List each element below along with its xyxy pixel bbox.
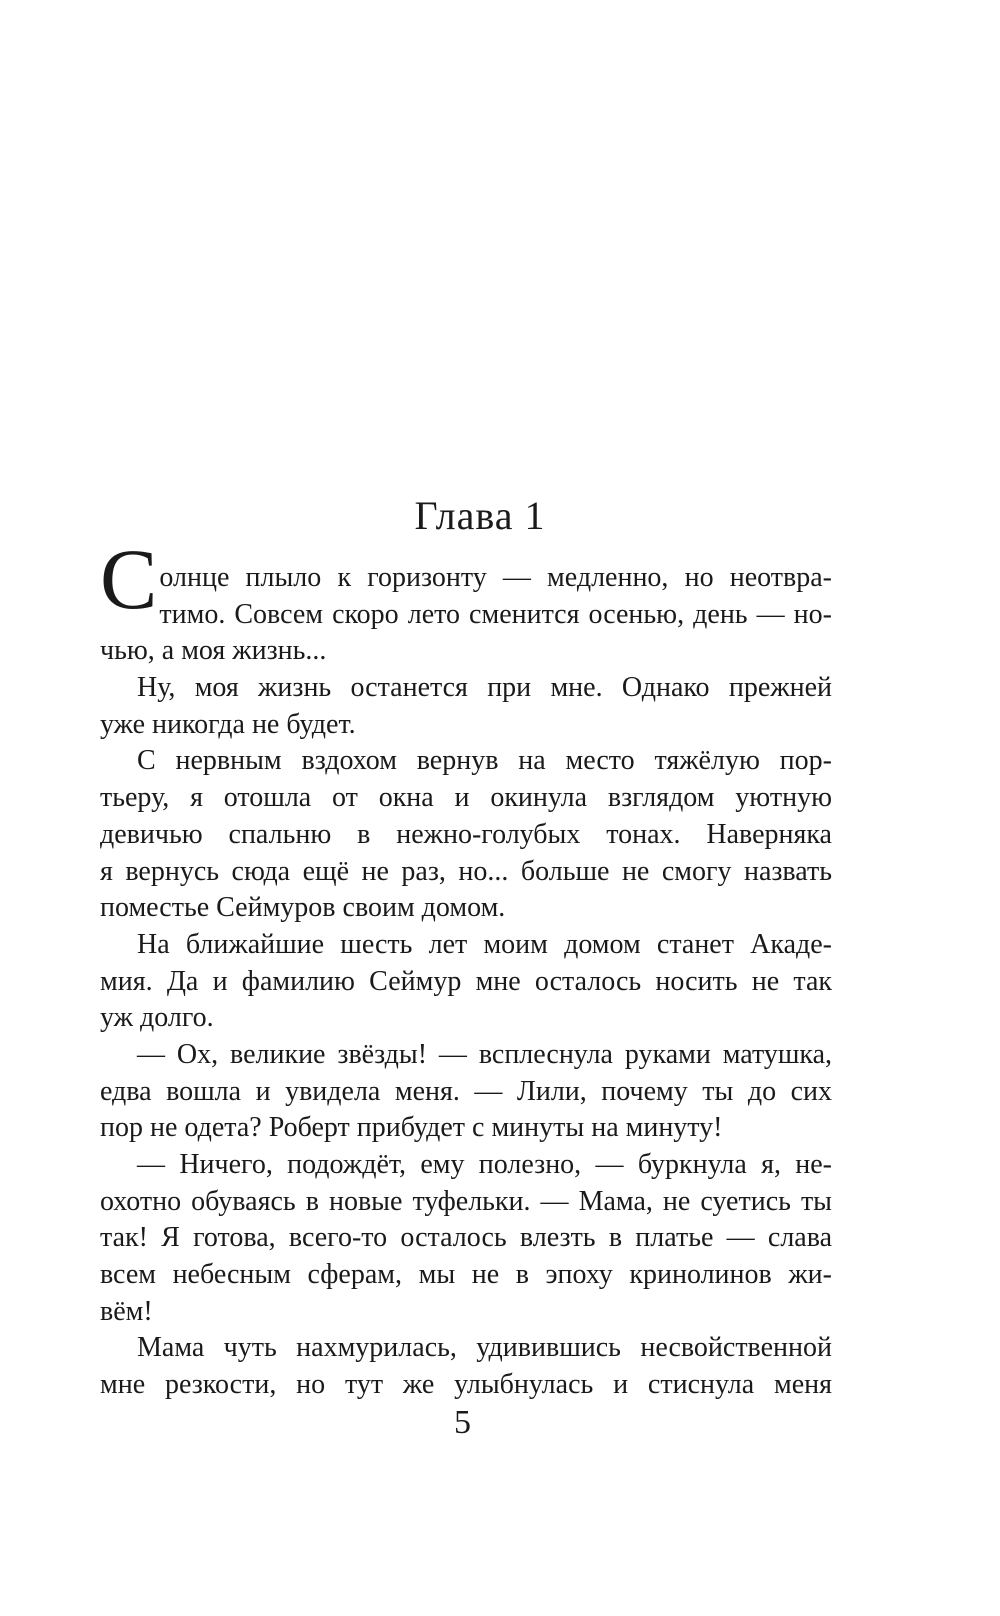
paragraph-2 <box>100 670 832 743</box>
text-line: тьеру, я отошла от окна и окинула взглядом уютную <box>100 782 832 814</box>
paragraph-7 <box>100 1330 832 1403</box>
text-line: С нервным вздохом вернув на место тяжёлую пор- <box>137 745 832 777</box>
text-line: мия. Да и фамилию Сеймур мне осталось носить не так <box>100 965 832 997</box>
text-line: пор не одета? Роберт прибудет с минуты на минуту! <box>100 1112 723 1144</box>
text-line: поместье Сеймуров своим домом. <box>100 892 506 924</box>
paragraph-5 <box>100 1037 832 1147</box>
text-line: уже никогда не будет. <box>100 708 356 740</box>
text-line: чью, а моя жизнь... <box>100 635 327 667</box>
text-line: я вернусь сюда ещё не раз, но... больше не смогу назвать <box>100 855 832 887</box>
chapter-title: Глава 1 <box>414 493 546 538</box>
drop-cap: С <box>100 531 158 627</box>
paragraph-3 <box>100 743 832 926</box>
text-line: девичью спальню в нежно-голубых тонах. Наверняка <box>100 818 832 850</box>
text-line: так! Я готова, всего-то осталось влезть в платье — слава <box>100 1222 832 1254</box>
text-line: Мама чуть нахмурилась, удивившись несвойственной <box>137 1332 832 1364</box>
paragraph-1 <box>100 531 832 670</box>
text-line: олнце плыло к горизонту — медленно, но неотвра- <box>159 562 832 593</box>
text-line: — Ничего, подождёт, ему полезно, — буркнула я, не- <box>137 1149 832 1180</box>
text-line: Ну, моя жизнь останется при мне. Однако прежней <box>137 672 832 704</box>
text-line: уж долго. <box>100 1002 214 1034</box>
text-line: На ближайшие шесть лет моим домом станет Акаде- <box>137 928 832 960</box>
text-line: мне резкости, но тут же улыбнулась и стиснула меня <box>100 1369 832 1401</box>
body-text <box>100 531 832 1404</box>
page-number: 5 <box>454 1404 471 1441</box>
text-line: едва вошла и увидела меня. — Лили, почему ты до сих <box>100 1075 832 1107</box>
text-line: всем небесным сферам, мы не в эпоху кринолинов жи- <box>100 1259 832 1291</box>
text-line: охотно обуваясь в новые туфельки. — Мама, не суетись ты <box>100 1185 832 1217</box>
paragraph-6 <box>100 1147 832 1330</box>
text-line: вём! <box>100 1295 153 1327</box>
text-line: тимо. Совсем скоро лето сменится осенью, день — но- <box>159 598 832 630</box>
text-line: — Ох, великие звёзды! — всплеснула руками матушка, <box>137 1038 832 1070</box>
paragraph-4 <box>100 927 832 1037</box>
